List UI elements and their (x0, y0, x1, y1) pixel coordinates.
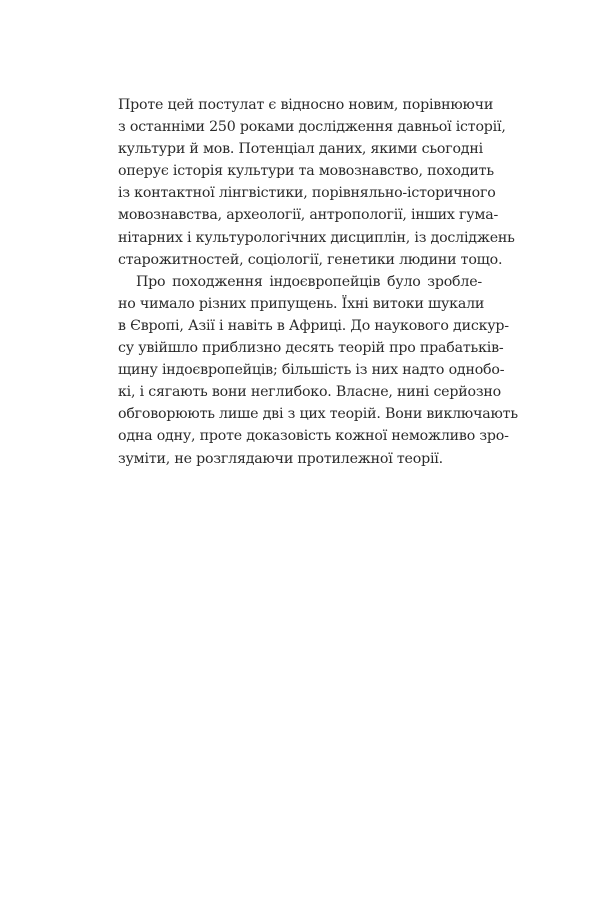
text-line: су увійшло приблизно десять теорій про прабатьків- (118, 340, 504, 357)
text-line: нітарних і культурологічних дисциплін, із досліджень (118, 229, 515, 246)
text-line: мовознавства, археології, антропології, інших гума- (118, 207, 499, 224)
text-line: із контактної лінгвістики, порівняльно-історичного (118, 185, 496, 202)
text-line: но чимало різних припущень. Їхні витоки шукали (118, 295, 485, 312)
text-line: Проте цей постулат є відносно новим, порівнюючи (118, 97, 494, 113)
text-line: одна одну, проте доказовість кожної неможливо зро- (118, 428, 509, 445)
text-line: в Європі, Азії і навіть в Африці. До наукового дискур- (118, 317, 509, 334)
text-line: оперує історія культури та мовознавство, походить (118, 163, 494, 180)
text-line: старожитностей, соціології, генетики людини тощо. (118, 251, 503, 268)
text-line: Про походження індоєвропейців було зробле- (136, 273, 482, 290)
paragraph-2 (118, 271, 518, 470)
text-line: з останніми 250 роками дослідження давньої історії, (118, 119, 506, 136)
text-line: щину індоєвропейців; більшість із них надто однобо- (118, 362, 505, 379)
text-line: обговорюють лише дві з цих теорій. Вони виключають (118, 406, 518, 423)
text-line: культури й мов. Потенціал даних, якими сьогодні (118, 141, 483, 158)
page-body-text (118, 94, 518, 470)
text-line: кі, і сягають вони неглибоко. Власне, нині серйозно (118, 384, 501, 401)
text-line: зуміти, не розглядаючи протилежної теорії. (118, 450, 443, 467)
paragraph-1 (118, 94, 515, 271)
